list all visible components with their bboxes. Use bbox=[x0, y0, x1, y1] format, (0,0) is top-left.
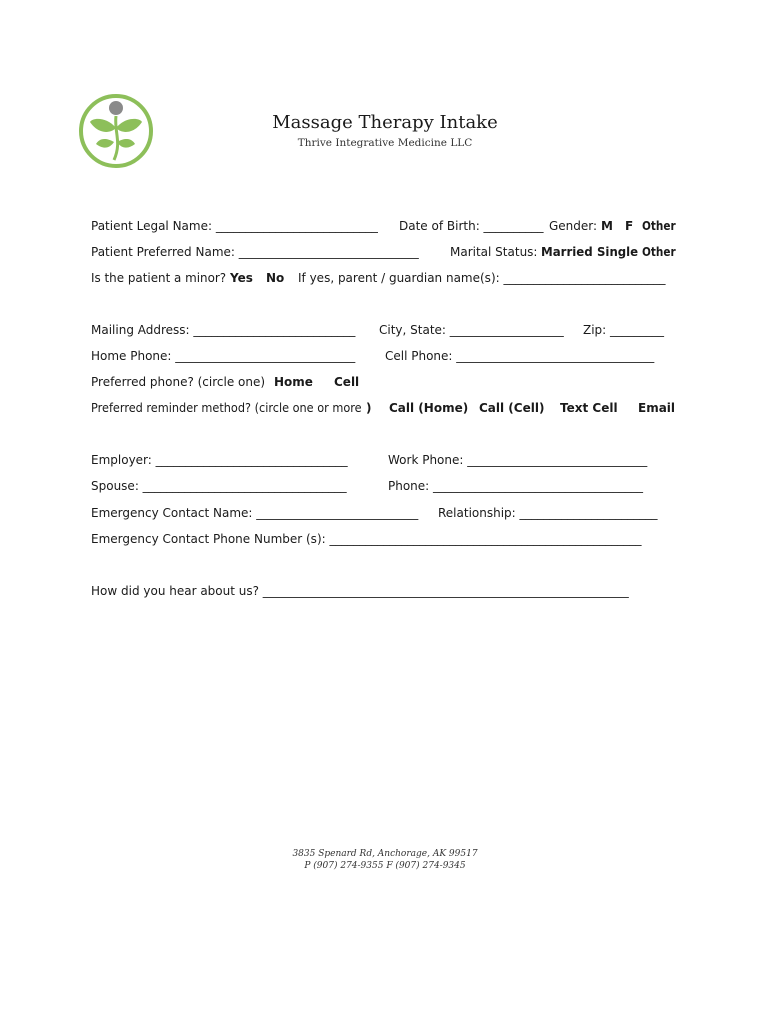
home-phone-field[interactable]: Home Phone: ______________________________ bbox=[91, 349, 356, 363]
legal-name-field[interactable]: Patient Legal Name: ___________________________ bbox=[91, 219, 378, 233]
row-phones bbox=[91, 348, 676, 364]
marital-other-option[interactable]: Other bbox=[642, 245, 676, 259]
footer-contact bbox=[0, 848, 770, 872]
document-title: Massage Therapy Intake bbox=[272, 112, 498, 133]
reminder-call-home-option[interactable]: Call (Home) bbox=[389, 401, 469, 415]
reminder-text-cell-option[interactable]: Text Cell bbox=[560, 401, 618, 415]
row-reminder-method bbox=[91, 400, 676, 416]
minor-label: Is the patient a minor? bbox=[91, 271, 227, 285]
employer-field[interactable]: Employer: ________________________________ bbox=[91, 453, 348, 467]
emergency-contact-name-field[interactable]: Emergency Contact Name: ___________________________ bbox=[91, 506, 419, 520]
guardian-name-field[interactable]: If yes, parent / guardian name(s): ___________________________ bbox=[298, 271, 666, 285]
row-emergency-phone bbox=[91, 531, 676, 547]
row-spouse bbox=[91, 478, 676, 494]
row-emergency-contact bbox=[91, 505, 676, 521]
gender-other-option[interactable]: Other bbox=[642, 219, 676, 233]
cell-phone-field[interactable]: Cell Phone: _________________________________ bbox=[385, 349, 655, 363]
relationship-field[interactable]: Relationship: _______________________ bbox=[438, 506, 658, 520]
reminder-method-paren: ) bbox=[366, 401, 372, 415]
spouse-field[interactable]: Spouse: __________________________________ bbox=[91, 479, 347, 493]
gender-m-option[interactable]: M bbox=[601, 219, 613, 233]
row-mailing bbox=[91, 322, 676, 338]
work-phone-field[interactable]: Work Phone: ______________________________ bbox=[388, 453, 648, 467]
row-referral bbox=[91, 583, 676, 599]
gender-label: Gender: bbox=[549, 219, 598, 233]
zip-field[interactable]: Zip: _________ bbox=[583, 323, 665, 337]
marital-single-option[interactable]: Single bbox=[597, 245, 639, 259]
footer-address: 3835 Spenard Rd, Anchorage, AK 99517 bbox=[292, 849, 478, 859]
row-preferred-phone bbox=[91, 374, 676, 390]
footer-phones: P (907) 274-9355 F (907) 274-9345 bbox=[304, 861, 466, 871]
marital-married-option[interactable]: Married bbox=[541, 245, 593, 259]
row-minor bbox=[91, 270, 676, 286]
gender-f-option[interactable]: F bbox=[625, 219, 634, 233]
row-employer bbox=[91, 452, 676, 468]
preferred-phone-home-option[interactable]: Home bbox=[274, 375, 313, 389]
preferred-phone-label: Preferred phone? (circle one) bbox=[91, 375, 266, 389]
minor-no-option[interactable]: No bbox=[266, 271, 285, 285]
document-subtitle: Thrive Integrative Medicine LLC bbox=[297, 137, 473, 149]
reminder-email-option[interactable]: Email bbox=[638, 401, 676, 415]
referral-source-field[interactable]: How did you hear about us? _____________________________________________________________ bbox=[91, 584, 629, 598]
minor-yes-option[interactable]: Yes bbox=[230, 271, 253, 285]
row-preferred-name bbox=[91, 244, 676, 260]
emergency-phone-field[interactable]: Emergency Contact Phone Number (s): ____________________________________________________ bbox=[91, 532, 642, 546]
preferred-phone-cell-option[interactable]: Cell bbox=[334, 375, 360, 389]
marital-status-label: Marital Status: bbox=[450, 245, 538, 259]
dob-field[interactable]: Date of Birth: __________ bbox=[399, 219, 544, 233]
spouse-phone-field[interactable]: Phone: ___________________________________ bbox=[388, 479, 644, 493]
row-legal-name bbox=[91, 218, 676, 234]
reminder-method-label: Preferred reminder method? (circle one or more bbox=[91, 401, 362, 415]
mailing-address-field[interactable]: Mailing Address: ___________________________ bbox=[91, 323, 356, 337]
city-state-field[interactable]: City, State: ___________________ bbox=[379, 323, 564, 337]
reminder-call-cell-option[interactable]: Call (Cell) bbox=[479, 401, 545, 415]
preferred-name-field[interactable]: Patient Preferred Name: ______________________________ bbox=[91, 245, 419, 259]
